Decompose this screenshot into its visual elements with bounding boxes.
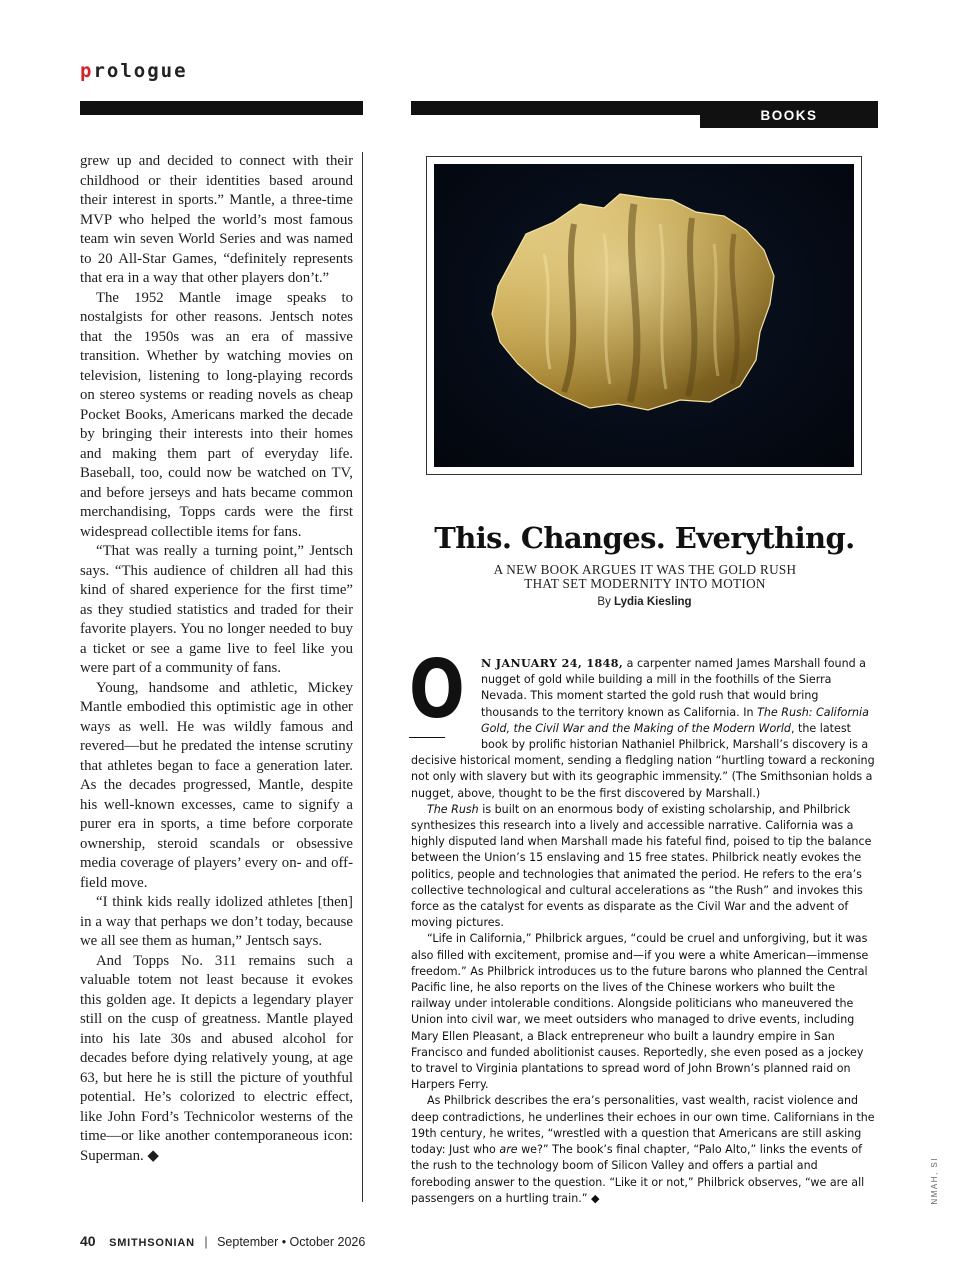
footer-separator: |: [204, 1235, 208, 1249]
article-byline: [411, 596, 878, 608]
left-paragraph: grew up and decided to connect with their childhood or their identities based around their interest in sports.” Mantle, a three-time MVP who helped the world’s most famous team win seven World Series and was named to 20 All-Star Games, “definitely represents that era in a way that other players don’t.”: [80, 153, 353, 286]
gold-nugget-photo: [434, 164, 854, 467]
left-paragraph: “I think kids really idolized athletes [then] in a way that perhaps we don’t today, because we all see them as human,” Jentsch says.: [80, 894, 353, 949]
drop-cap: O: [409, 643, 465, 736]
emphasis: are: [499, 1143, 518, 1157]
magazine-name: SMITHSONIAN: [109, 1237, 195, 1249]
article-paragraph: [411, 1093, 878, 1206]
lead-in-caps: N JANUARY 24, 1848,: [481, 657, 624, 670]
section-label-rest: rologue: [93, 60, 188, 82]
page-footer: [80, 1233, 365, 1249]
lead-text: , the latest book by prolific historian Nathaniel Philbrick, Marshall’s discovery is a decisive historical moment, sending a fledgling nation “hurtling toward a reckoning not only with slavery but with its geographic immensity.” (The Smithsonian holds a nugget, above, thought to be the first discovered by Marshall.): [411, 721, 875, 800]
left-paragraph: And Topps No. 311 remains such a valuable totem not least because it evokes this golden age. It depicts a legendary player still on the cusp of greatness. Mantle played into his late 30s and abused alcohol for decades before dying relatively young, at age 63, but here he is still the picture of youthful potential. He’s colorized to electric effect, like John Ford’s Technicolor westerns of the time—or like another contemporaneous icon: Superman. ◆: [80, 952, 353, 1164]
left-column-text: [80, 152, 363, 1202]
section-label-initial: p: [80, 60, 94, 82]
article-paragraph: “Life in California,” Philbrick argues, “could be cruel and unforgiving, but it was also filled with excitement, promise and—if you were a white American—immense freedom.” As Philbrick introduces us to the future barons who planned the Central Pacific line, he also reports on the lives of the Chinese workers who built the railway under intolerable conditions. Alongside politicians who maneuvered the Union into civil war, we meet outsiders who managed to drive events, including Mary Ellen Pleasant, a Black entrepreneur who built a laundry empire in San Francisco and funded abolitionist causes. Reportedly, she even posed as a jockey to travel to Virginia plantations to spread word of John Brown’s planned raid on Harpers Ferry.: [411, 932, 869, 1092]
books-section-tab: BOOKS: [700, 101, 878, 128]
left-paragraph: The 1952 Mantle image speaks to nostalgists for other reasons. Jentsch notes that the 1950s was an era of massive transition. Whether by watching movies on television, listening to long-playing records on stereo systems or reading novels as cheap Pocket Books, Americans marked the decade by bringing their interests into their homes and making them part of everyday life. Baseball, too, could now be watched on TV, and before jerseys and hats became common merchandising, Topps cards were the first widespread collectible items for fans.: [80, 289, 353, 540]
paragraph-text: is built on an enormous body of existing scholarship, and Philbrick synthesizes this research into a lively and accessible narrative. California was a highly disputed land when Marshall made his fateful find, poised to tip the balance between the Union’s 15 enslaving and 15 free states. Philbrick neatly evokes the politics, people and technologies that animated the period. He refers to the era’s collective technological and cultural accelerations as “the Rush” and invokes this force as the catalyst for events as disparate as the Civil War and the advent of moving pictures.: [411, 802, 872, 930]
article-headline: This. Changes. Everything.: [434, 521, 855, 555]
section-label: [80, 60, 188, 82]
issue-date: September • October 2026: [217, 1235, 366, 1249]
article-paragraph: [411, 656, 878, 802]
deck-line: A NEW BOOK ARGUES IT WAS THE GOLD RUSH: [493, 562, 797, 577]
photo-credit: NMAH, SI: [930, 1157, 939, 1205]
gold-nugget-illustration: [434, 164, 854, 467]
book-title: The Rush: California Gold, the Civil War and the Making of the Modern World: [481, 705, 869, 735]
photo-frame: [426, 156, 862, 475]
paragraph-text: we?” The book’s final chapter, “Palo Alto,” links the events of the rush to the technology boom of Silicon Valley and offers a partial and foreboding answer to the question. “Like it or not,” Philbrick observes, “we are all passengers on a hurtling train.” ◆: [411, 1143, 865, 1205]
page-number: 40: [80, 1233, 96, 1249]
lead-text: a carpenter named James Marshall found a nugget of gold while building a mill in the foothills of the Sierra Nevada. This moment started the gold rush that would bring thousands to the territory known as California. In: [481, 657, 866, 719]
drop-cap-space: [411, 656, 481, 738]
left-paragraph: “That was really a turning point,” Jentsch says. “This audience of children all had this kind of shared experience for the first time” as they studied statistics and traded for their favorite players. You no longer needed to buy a ticket or see a game live to feel like you were part of a community of fans.: [80, 543, 353, 676]
byline-author: Lydia Kiesling: [614, 596, 692, 608]
article-deck: [440, 563, 850, 591]
article-paragraph: [411, 802, 878, 932]
byline-prefix: By: [597, 596, 611, 608]
paragraph-text: As Philbrick describes the era’s personalities, vast wealth, racist violence and deep contradictions, he underlines their echoes in our own time. Californians in the 19th century, he writes, “wrestled with a question that Americans are still asking today: Just who: [411, 1094, 875, 1157]
article-body: [411, 656, 878, 1207]
left-header-rule: [80, 101, 363, 115]
book-title: The Rush: [427, 802, 479, 816]
deck-line: THAT SET MODERNITY INTO MOTION: [524, 576, 766, 591]
left-paragraph: Young, handsome and athletic, Mickey Mantle embodied this optimistic age in other ways as well. He was wildly famous and revered—but he predated the intense scrutiny that athletes began to face a generation later. As the decades progressed, Mantle, despite his well-known excesses, came to signify a purer era in sports, a time before corporate ownership, steroid scandals or obsessive media coverage of players’ every on- and off-field move.: [80, 679, 353, 891]
